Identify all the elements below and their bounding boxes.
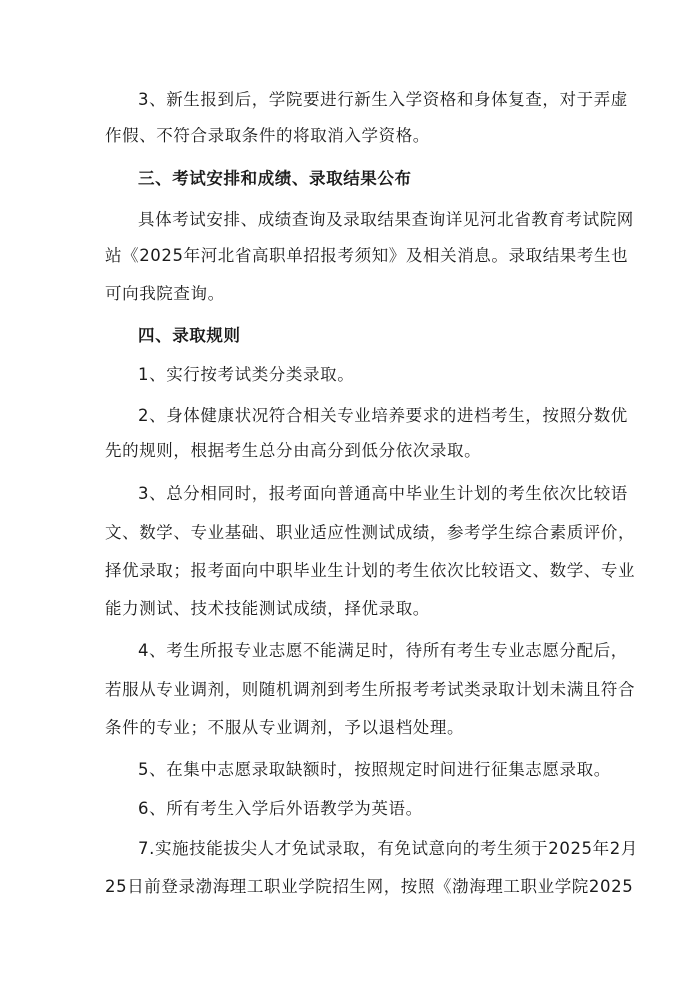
paragraph-line: 若服从专业调剂，则随机调剂到考生所报考考试类录取计划未满且符合 <box>105 680 636 699</box>
paragraph-line: 25日前登录渤海理工职业学院招生网，按照《渤海理工职业学院2025 <box>105 877 634 896</box>
section-heading: 三、考试安排和成绩、录取结果公布 <box>138 169 412 188</box>
paragraph-line: 3、新生报到后，学院要进行新生入学资格和身体复查，对于弄虚 <box>138 90 628 109</box>
paragraph-line: 作假、不符合录取条件的将取消入学资格。 <box>105 126 430 145</box>
paragraph-line: 1、实行按考试类分类录取。 <box>138 365 355 384</box>
paragraph-line: 具体考试安排、成绩查询及录取结果查询详见河北省教育考试院网 <box>138 210 634 229</box>
paragraph-line: 能力测试、技术技能测试成绩，择优录取。 <box>105 599 430 618</box>
paragraph-line: 条件的专业；不服从专业调剂，予以退档处理。 <box>105 718 465 737</box>
paragraph-line: 5、在集中志愿录取缺额时，按照规定时间进行征集志愿录取。 <box>138 760 611 779</box>
paragraph-line: 7.实施技能拔尖人才免试录取，有免试意向的考生须于2025年2月 <box>138 839 638 858</box>
paragraph-line: 择优录取；报考面向中职毕业生计划的考生依次比较语文、数学、专业 <box>105 561 636 580</box>
paragraph-line: 4、考生所报专业志愿不能满足时，待所有考生专业志愿分配后， <box>138 641 628 660</box>
paragraph-line: 先的规则，根据考生总分由高分到低分依次录取。 <box>105 441 482 460</box>
paragraph-line: 3、总分相同时，报考面向普通高中毕业生计划的考生依次比较语 <box>138 484 628 503</box>
paragraph-line: 可向我院查询。 <box>105 284 225 303</box>
paragraph-line: 6、所有考生入学后外语教学为英语。 <box>138 799 423 818</box>
paragraph-line: 文、数学、专业基础、职业适应性测试成绩，参考学生综合素质评价， <box>105 523 636 542</box>
paragraph-line: 2、身体健康状况符合相关专业培养要求的进档考生，按照分数优 <box>138 406 628 425</box>
section-heading: 四、录取规则 <box>138 326 241 345</box>
paragraph-line: 站《2025年河北省高职单招报考须知》及相关消息。录取结果考生也 <box>105 246 629 265</box>
